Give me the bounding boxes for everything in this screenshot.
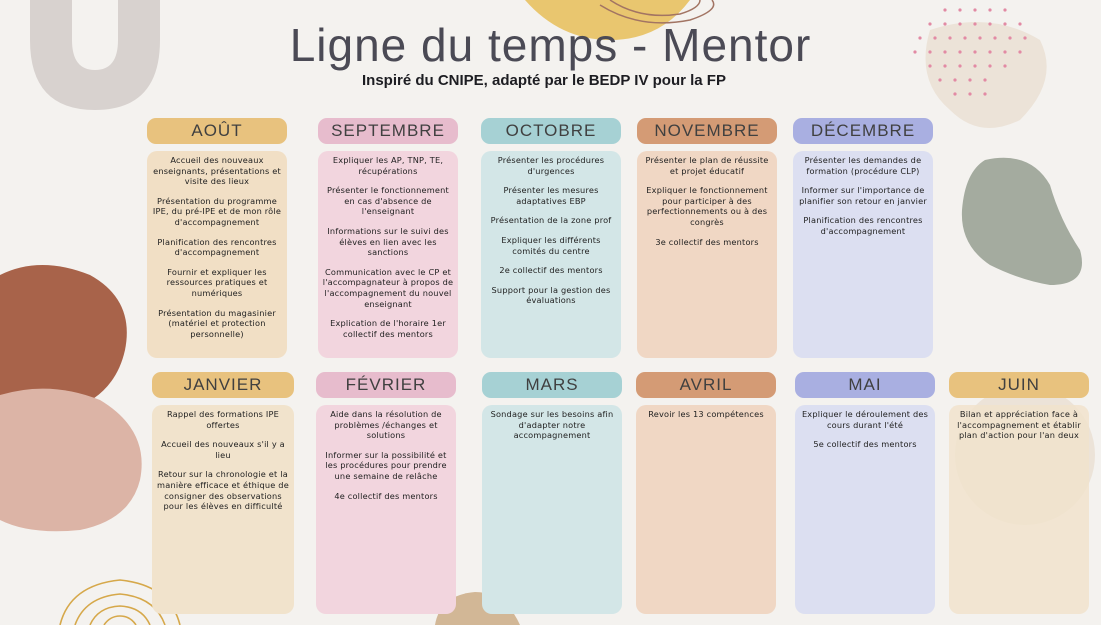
month-header-decembre: DÉCEMBRE — [793, 118, 933, 144]
month-column-mai — [795, 372, 935, 614]
month-header-aout: AOÛT — [147, 118, 287, 144]
list-item: Présenter les demandes de formation (procédure CLP) — [804, 155, 922, 176]
month-header-mai: MAI — [795, 372, 935, 398]
month-column-octobre — [481, 118, 621, 358]
month-header-fevrier: FÉVRIER — [316, 372, 456, 398]
list-item: Fournir et expliquer les ressources pratiques et numériques — [166, 266, 268, 298]
month-column-mars — [482, 372, 622, 614]
list-item: Expliquer les AP, TNP, TE, récupérations — [332, 155, 444, 176]
list-item: Présenter les mesures adaptatives EBP — [503, 185, 599, 206]
list-item: Présentation de la zone prof — [490, 215, 612, 226]
month-column-fevrier — [316, 372, 456, 614]
month-card-janvier — [152, 405, 294, 614]
month-card-decembre — [793, 151, 933, 358]
month-header-septembre: SEPTEMBRE — [318, 118, 458, 144]
page-title: Ligne du temps - Mentor — [289, 19, 812, 71]
month-card-mai — [795, 405, 935, 614]
month-card-juin — [949, 405, 1089, 614]
list-item: Retour sur la chronologie et la manière efficace et éthique de consigner des observations pour les élèves en difficulté — [157, 469, 289, 512]
month-header-avril: AVRIL — [636, 372, 776, 398]
list-item: Expliquer le déroulement des cours durant l'été — [801, 409, 929, 430]
month-column-janvier — [152, 372, 294, 614]
month-column-novembre — [637, 118, 777, 358]
month-header-novembre: NOVEMBRE — [637, 118, 777, 144]
list-item: Présenter le fonctionnement en cas d'absence de l'enseignant — [327, 185, 449, 217]
list-item: 3e collectif des mentors — [655, 236, 759, 247]
list-item: Aide dans la résolution de problèmes /échanges et solutions — [330, 409, 442, 441]
month-card-octobre — [481, 151, 621, 358]
list-item: Informer sur la possibilité et les procédures pour prendre une semaine de relâche — [325, 449, 447, 481]
month-column-aout — [147, 118, 287, 358]
list-item: Communication avec le CP et l'accompagnateur à propos de l'accompagnement du nouvel enseignant — [322, 266, 454, 309]
list-item: Présentation du magasinier (matériel et protection personnelle) — [158, 307, 276, 339]
month-card-septembre — [318, 151, 458, 358]
list-item: Explication de l'horaire 1er collectif des mentors — [330, 318, 446, 339]
month-column-juin — [949, 372, 1089, 614]
list-item: Support pour la gestion des évaluations — [491, 284, 611, 306]
list-item: Planification des rencontres d'accompagnement — [803, 215, 923, 236]
month-card-aout — [147, 151, 287, 358]
month-column-septembre — [318, 118, 458, 358]
month-header-juin: JUIN — [949, 372, 1089, 398]
pink-blob-shape — [0, 389, 142, 532]
grey-green-blob-shape — [962, 158, 1082, 285]
page-subtitle: Inspiré du CNIPE, adapté par le BEDP IV pour la FP — [362, 72, 726, 89]
month-header-mars: MARS — [482, 372, 622, 398]
list-item: 4e collectif des mentors — [334, 490, 438, 501]
list-item: Présentation du programme IPE, du pré-IPE et de mon rôle d'accompagnement — [152, 195, 282, 227]
list-item: Informer sur l'importance de planifier son retour en janvier — [799, 185, 927, 206]
month-header-janvier: JANVIER — [152, 372, 294, 398]
list-item: Bilan et appréciation face à l'accompagnement et établir plan d'action pour l'an deux — [957, 409, 1081, 441]
month-card-avril — [636, 405, 776, 614]
list-item: Planification des rencontres d'accompagnement — [157, 236, 277, 258]
month-card-novembre — [637, 151, 777, 358]
list-item: 2e collectif des mentors — [499, 265, 603, 276]
list-item: Expliquer le fonctionnement pour participer à des perfectionnements ou à des congrès — [646, 185, 768, 227]
list-item: Accueil des nouveaux s'il y a lieu — [161, 439, 285, 460]
list-item: Présenter le plan de réussite et projet éducatif — [645, 155, 769, 176]
list-item: Expliquer les différents comités du centre — [501, 234, 601, 256]
list-item: Accueil des nouveaux enseignants, présentations et visite des lieux — [153, 155, 281, 187]
list-item: Rappel des formations IPE offertes — [166, 409, 280, 430]
list-item: Sondage sur les besoins afin d'adapter notre accompagnement — [490, 409, 614, 441]
month-card-fevrier — [316, 405, 456, 614]
month-column-decembre — [793, 118, 933, 358]
month-header-octobre: OCTOBRE — [481, 118, 621, 144]
month-card-mars — [482, 405, 622, 614]
list-item: Informations sur le suivi des élèves en lien avec les sanctions — [327, 225, 449, 258]
month-column-avril — [636, 372, 776, 614]
list-item: 5e collectif des mentors — [813, 439, 917, 450]
list-item: Présenter les procédures d'urgences — [497, 155, 605, 176]
list-item: Revoir les 13 compétences — [648, 409, 764, 419]
